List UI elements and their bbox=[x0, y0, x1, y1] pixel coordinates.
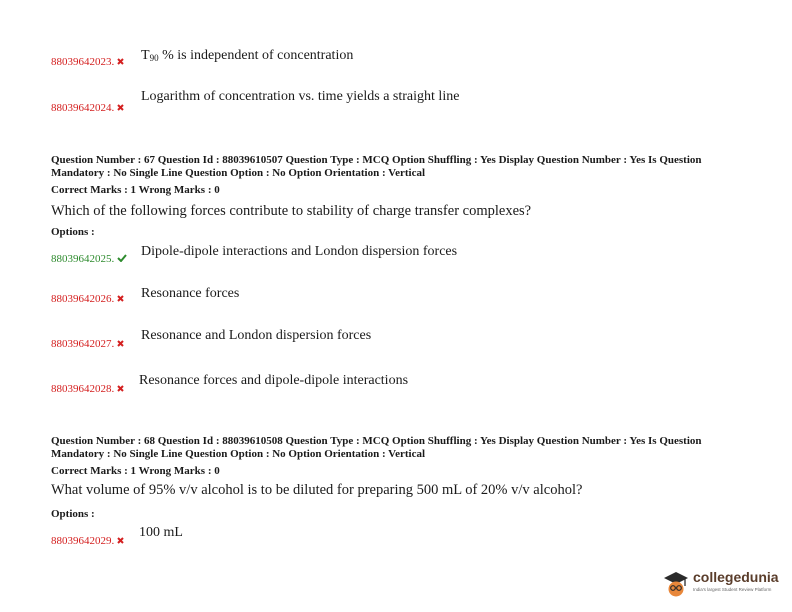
option-id: 88039642023. bbox=[51, 56, 124, 68]
graduate-icon bbox=[661, 569, 691, 599]
cross-icon bbox=[117, 56, 124, 68]
option-text: Resonance and London dispersion forces bbox=[141, 328, 372, 343]
question-marks: Correct Marks : 1 Wrong Marks : 0 bbox=[51, 465, 220, 477]
option-id: 88039642029. bbox=[51, 535, 124, 547]
options-label: Options : bbox=[51, 226, 95, 238]
option-text: 100 mL bbox=[139, 525, 183, 540]
option-text: Resonance forces bbox=[141, 286, 240, 301]
option-id: 88039642028. bbox=[51, 383, 124, 395]
question-text: What volume of 95% v/v alcohol is to be diluted for preparing 500 mL of 20% v/v alcohol? bbox=[51, 482, 583, 498]
question-meta: Question Number : 68 Question Id : 88039610508 Question Type : MCQ Option Shuffling : Yes Display Question Number : Yes Is Question Mandatory : No Single Line Question Option : No Option Orientation : Vertical bbox=[51, 435, 702, 460]
check-icon bbox=[117, 253, 127, 265]
cross-icon bbox=[117, 338, 124, 350]
cross-icon bbox=[117, 102, 124, 114]
question-text: Which of the following forces contribute to stability of charge transfer complexes? bbox=[51, 203, 532, 219]
cross-icon bbox=[117, 293, 124, 305]
option-id: 88039642025. bbox=[51, 253, 127, 265]
logo-tagline: India's largest Student Review Platform bbox=[693, 587, 772, 592]
options-label: Options : bbox=[51, 508, 95, 520]
option-text: $T_{90}$ % is independent of concentration bbox=[141, 48, 354, 63]
option-id: 88039642026. bbox=[51, 293, 124, 305]
question-marks: Correct Marks : 1 Wrong Marks : 0 bbox=[51, 184, 220, 196]
option-text: Logarithm of concentration vs. time yields a straight line bbox=[141, 89, 460, 104]
cross-icon bbox=[117, 535, 124, 547]
logo-name: collegedunia bbox=[693, 569, 779, 585]
cross-icon bbox=[117, 383, 124, 395]
question-meta: Question Number : 67 Question Id : 88039610507 Question Type : MCQ Option Shuffling : Yes Display Question Number : Yes Is Question Mandatory : No Single Line Question Option : No Option Orientation : Vertical bbox=[51, 154, 702, 179]
option-id: 88039642024. bbox=[51, 102, 124, 114]
option-text: Resonance forces and dipole-dipole interactions bbox=[139, 373, 409, 388]
option-id: 88039642027. bbox=[51, 338, 124, 350]
collegedunia-logo bbox=[661, 566, 786, 602]
option-text: Dipole-dipole interactions and London dispersion forces bbox=[141, 244, 458, 259]
